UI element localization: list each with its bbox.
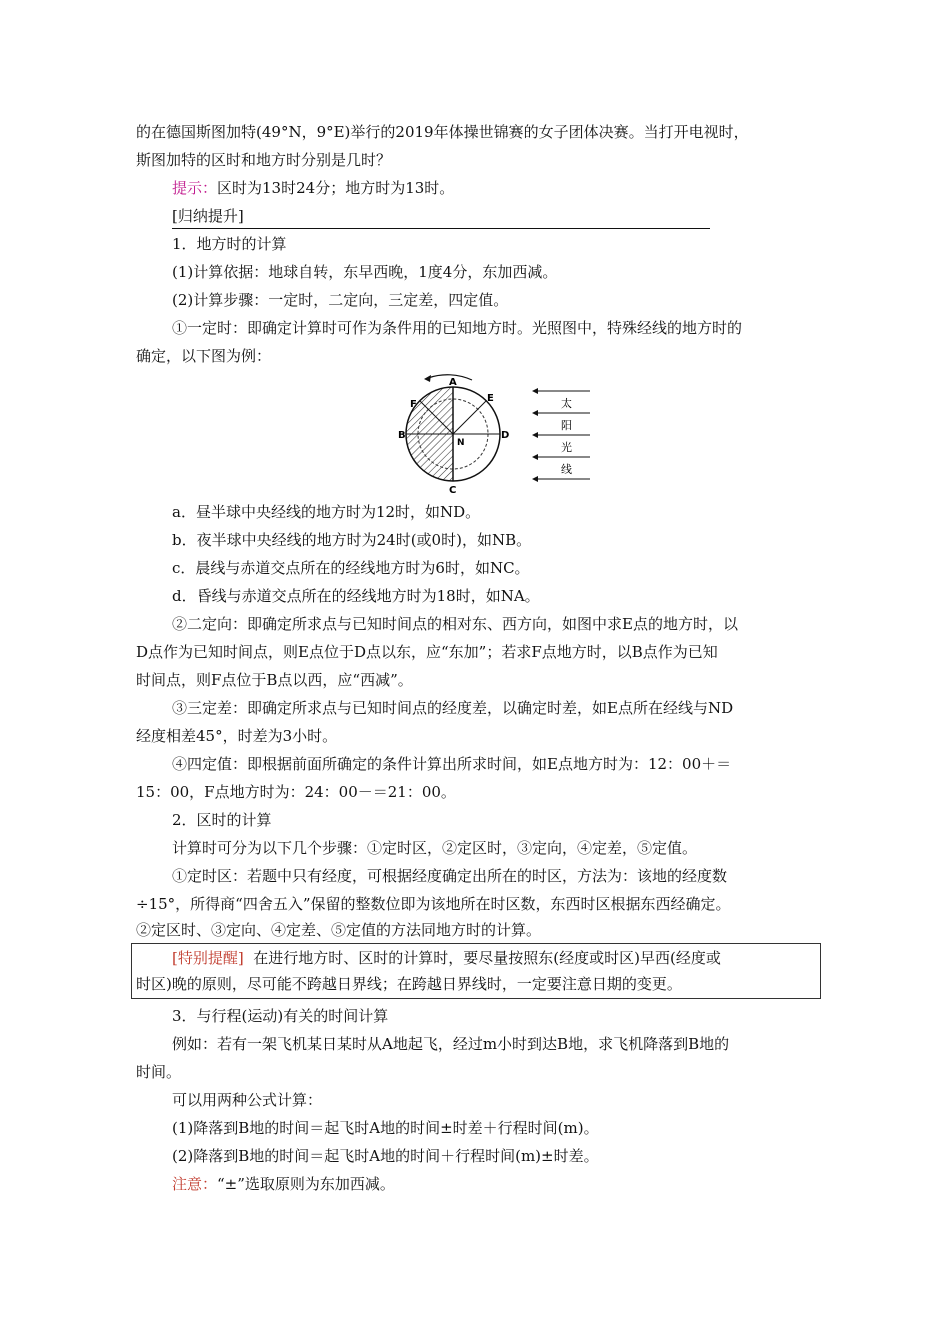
s1-d: d．昏线与赤道交点所在的经线地方时为18时，如NA。 (172, 587, 540, 605)
s3-heading: 3．与行程(运动)有关的时间计算 (172, 1007, 389, 1025)
intro-line-2: 斯图加特的区时和地方时分别是几时？ (136, 151, 392, 169)
s1-p4-line2: D点作为已知时间点，则E点位于D点以东，应“东加”；若求F点地方时，以B点作为已知 (136, 643, 718, 661)
s1-b: b．夜半球中央经线的地方时为24时(或0时)，如NB。 (172, 531, 532, 549)
hint (172, 178, 454, 198)
special-text-1: 在进行地方时、区时的计算时，要尽量按照东(经度或时区)早西(经度或 (253, 949, 721, 967)
point-label: B (398, 430, 406, 441)
point-label: N (457, 438, 465, 448)
s2-heading: 2．区时的计算 (172, 811, 272, 829)
s1-a: a．昼半球中央经线的地方时为12时，如ND。 (172, 503, 481, 521)
note-text: “±”选取原则为东加西减。 (217, 1175, 395, 1193)
s1-heading: 1．地方时的计算 (172, 235, 287, 253)
s3-example-line2: 时间。 (136, 1063, 182, 1081)
s1-p4-line1: ②二定向：即确定所求点与已知时间点的相对东、西方向，如图中求E点的地方时，以 (172, 615, 738, 633)
point-label: E (487, 393, 494, 404)
s3-example-line1: 例如：若有一架飞机某日某时从A地起飞，经过m小时到达B地，求飞机降落到B地的 (172, 1035, 730, 1053)
s1-p5-line2: 经度相差45°，时差为3小时。 (136, 727, 338, 745)
special-reminder-box (131, 943, 821, 999)
s1-p3-line2: 确定，以下图为例： (136, 347, 272, 365)
hint-text: 区时为13时24分；地方时为13时。 (217, 179, 455, 197)
s2-p2-line3: ②定区时、③定向、④定差、⑤定值的方法同地方时的计算。 (136, 921, 542, 939)
rotation-arrowhead (424, 375, 431, 382)
s3-formula-1: (1)降落到B地的时间＝起飞时A地的时间±时差＋行程时间(m)。 (172, 1119, 599, 1137)
point-label: F (410, 399, 417, 410)
note-label: 注意： (172, 1175, 218, 1193)
meridian-ne (453, 401, 486, 434)
sun-char: 阳 (561, 419, 572, 432)
special-line-1 (172, 948, 721, 968)
special-label: [特别提醒] (172, 949, 244, 967)
summary-title-bar (172, 206, 710, 229)
s1-p3-line1: ①一定时：即确定计算时可作为条件用的已知地方时。光照图中，特殊经线的地方时的 (172, 319, 743, 337)
illumination-figure (390, 370, 600, 498)
s3-note (172, 1174, 395, 1194)
special-line-2: 时区)晚的原则，尽可能不跨越日界线；在跨越日界线时，一定要注意日期的变更。 (136, 975, 682, 993)
sun-ray-arrowheads (532, 388, 538, 482)
s1-p4-line3: 时间点，则F点位于B点以西，应“西减”。 (136, 671, 413, 689)
s2-p2-line2: ÷15°，所得商“四舍五入”保留的整数位即为该地所在时区数，东西时区根据东西经确定。 (136, 895, 731, 913)
s2-p1: 计算时可分为以下几个步骤：①定时区，②定区时，③定向，④定差，⑤定值。 (172, 839, 698, 857)
s1-p6-line2: 15：00，F点地方时为：24：00－＝21：00。 (136, 783, 456, 801)
s1-p1: (1)计算依据：地球自转，东早西晚，1度4分，东加西减。 (172, 263, 558, 281)
point-label: A (449, 377, 457, 388)
point-label: D (501, 430, 510, 441)
s3-p1: 可以用两种公式计算： (172, 1091, 323, 1109)
sun-char: 光 (561, 441, 572, 454)
s3-formula-2: (2)降落到B地的时间＝起飞时A地的时间＋行程时间(m)±时差。 (172, 1147, 599, 1165)
s1-c: c．晨线与赤道交点所在的经线地方时为6时，如NC。 (172, 559, 530, 577)
intro-line-1: 的在德国斯图加特(49°N，9°E)举行的2019年体操世锦赛的女子团体决赛。当打开电视时， (136, 123, 749, 141)
s1-p2: (2)计算步骤：一定时，二定向，三定差，四定值。 (172, 291, 509, 309)
sun-char: 太 (561, 397, 572, 410)
s1-p5-line1: ③三定差：即确定所求点与已知时间点的经度差，以确定时差，如E点所在经线与ND (172, 699, 734, 717)
summary-title: [归纳提升] (172, 207, 244, 225)
point-label: C (449, 485, 457, 496)
s2-p2-line1: ①定时区：若题中只有经度，可根据经度确定出所在的时区，方法为：该地的经度数 (172, 867, 728, 885)
sun-char: 线 (561, 463, 572, 476)
s1-p6-line1: ④四定值：即根据前面所确定的条件计算出所求时间，如E点地方时为：12：00＋＝ (172, 755, 732, 773)
hint-label: 提示： (172, 179, 218, 197)
